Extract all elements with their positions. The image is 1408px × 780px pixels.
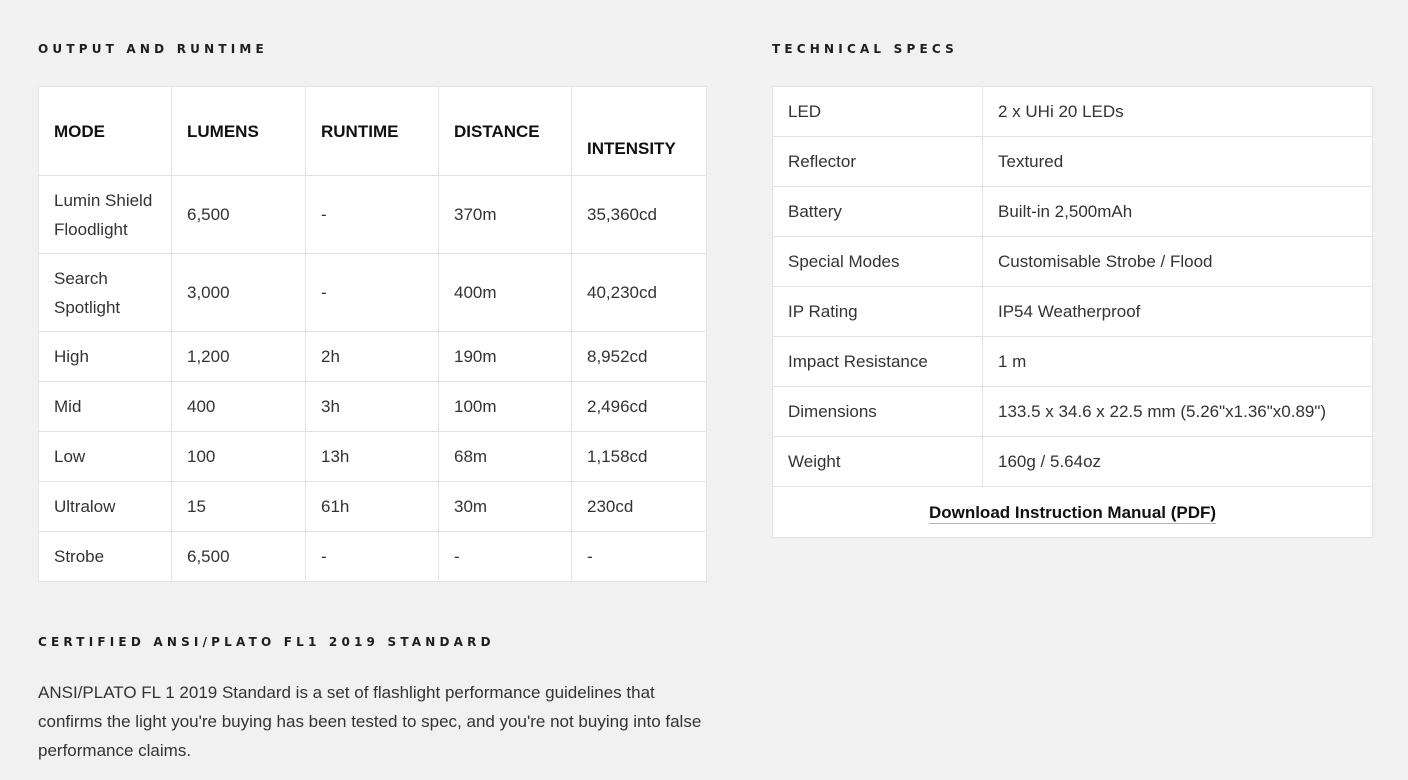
mode-cell: Search Spotlight [39, 254, 172, 332]
column-header-mode: MODE [39, 87, 172, 176]
distance-cell: 370m [439, 176, 572, 254]
spec-value: 160g / 5.64oz [983, 437, 1373, 487]
runtime-cell: - [306, 176, 439, 254]
distance-cell: 400m [439, 254, 572, 332]
column-header-runtime: RUNTIME [306, 87, 439, 176]
spec-value: 1 m [983, 337, 1373, 387]
distance-cell: 190m [439, 332, 572, 382]
intensity-cell: - [572, 532, 707, 582]
spec-value: Built-in 2,500mAh [983, 187, 1373, 237]
distance-cell: 100m [439, 382, 572, 432]
spec-value: Textured [983, 137, 1373, 187]
table-row [773, 187, 1373, 237]
mode-cell: Strobe [39, 532, 172, 582]
lumens-cell: 3,000 [172, 254, 306, 332]
runtime-cell: 61h [306, 482, 439, 532]
column-header-intensity: INTENSITY [572, 87, 707, 176]
ansi-heading: CERTIFIED ANSI/PLATO FL1 2019 STANDARD [38, 635, 495, 649]
table-row [39, 432, 707, 482]
table-row [39, 382, 707, 432]
lumens-cell: 6,500 [172, 176, 306, 254]
lumens-cell: 1,200 [172, 332, 306, 382]
table-row [773, 387, 1373, 437]
intensity-cell: 8,952cd [572, 332, 707, 382]
table-row [773, 337, 1373, 387]
lumens-cell: 15 [172, 482, 306, 532]
spec-value: IP54 Weatherproof [983, 287, 1373, 337]
mode-cell: High [39, 332, 172, 382]
spec-label: Dimensions [773, 387, 983, 437]
runtime-cell: 2h [306, 332, 439, 382]
intensity-cell: 40,230cd [572, 254, 707, 332]
spec-label: Impact Resistance [773, 337, 983, 387]
mode-cell: Mid [39, 382, 172, 432]
intensity-cell: 1,158cd [572, 432, 707, 482]
lumens-cell: 6,500 [172, 532, 306, 582]
lumens-cell: 400 [172, 382, 306, 432]
column-header-lumens: LUMENS [172, 87, 306, 176]
ansi-description: ANSI/PLATO FL 1 2019 Standard is a set of flashlight performance guidelines that confirms the light you're buying has been tested to spec, and you're not buying into false performance claims. [38, 683, 702, 760]
download-manual-link[interactable]: Download Instruction Manual (PDF) [928, 502, 1217, 522]
mode-cell: Lumin Shield Floodlight [39, 176, 172, 254]
distance-cell: 68m [439, 432, 572, 482]
table-row [39, 482, 707, 532]
runtime-cell: 3h [306, 382, 439, 432]
output-runtime-heading: OUTPUT AND RUNTIME [38, 42, 268, 56]
distance-cell: - [439, 532, 572, 582]
column-header-distance: DISTANCE [439, 87, 572, 176]
output-runtime-table [38, 86, 707, 582]
table-row [773, 137, 1373, 187]
table-row [773, 237, 1373, 287]
table-row [39, 532, 707, 582]
spec-label: LED [773, 87, 983, 137]
download-row [773, 487, 1373, 538]
lumens-cell: 100 [172, 432, 306, 482]
distance-cell: 30m [439, 482, 572, 532]
table-row [773, 437, 1373, 487]
runtime-cell: - [306, 254, 439, 332]
technical-specs-table [772, 86, 1373, 538]
intensity-cell: 2,496cd [572, 382, 707, 432]
spec-value: 2 x UHi 20 LEDs [983, 87, 1373, 137]
intensity-cell: 230cd [572, 482, 707, 532]
intensity-cell: 35,360cd [572, 176, 707, 254]
table-header-row [39, 87, 707, 176]
spec-label: Reflector [773, 137, 983, 187]
table-row [773, 287, 1373, 337]
spec-value: Customisable Strobe / Flood [983, 237, 1373, 287]
table-row [39, 332, 707, 382]
mode-cell: Ultralow [39, 482, 172, 532]
spec-label: Battery [773, 187, 983, 237]
mode-cell: Low [39, 432, 172, 482]
spec-value: 133.5 x 34.6 x 22.5 mm (5.26"x1.36"x0.89") [983, 387, 1373, 437]
runtime-cell: 13h [306, 432, 439, 482]
spec-label: Special Modes [773, 237, 983, 287]
table-row [773, 87, 1373, 137]
technical-specs-heading: TECHNICAL SPECS [772, 42, 958, 56]
table-row [39, 254, 707, 332]
table-row [39, 176, 707, 254]
runtime-cell: - [306, 532, 439, 582]
spec-label: IP Rating [773, 287, 983, 337]
download-cell [773, 487, 1373, 538]
spec-label: Weight [773, 437, 983, 487]
